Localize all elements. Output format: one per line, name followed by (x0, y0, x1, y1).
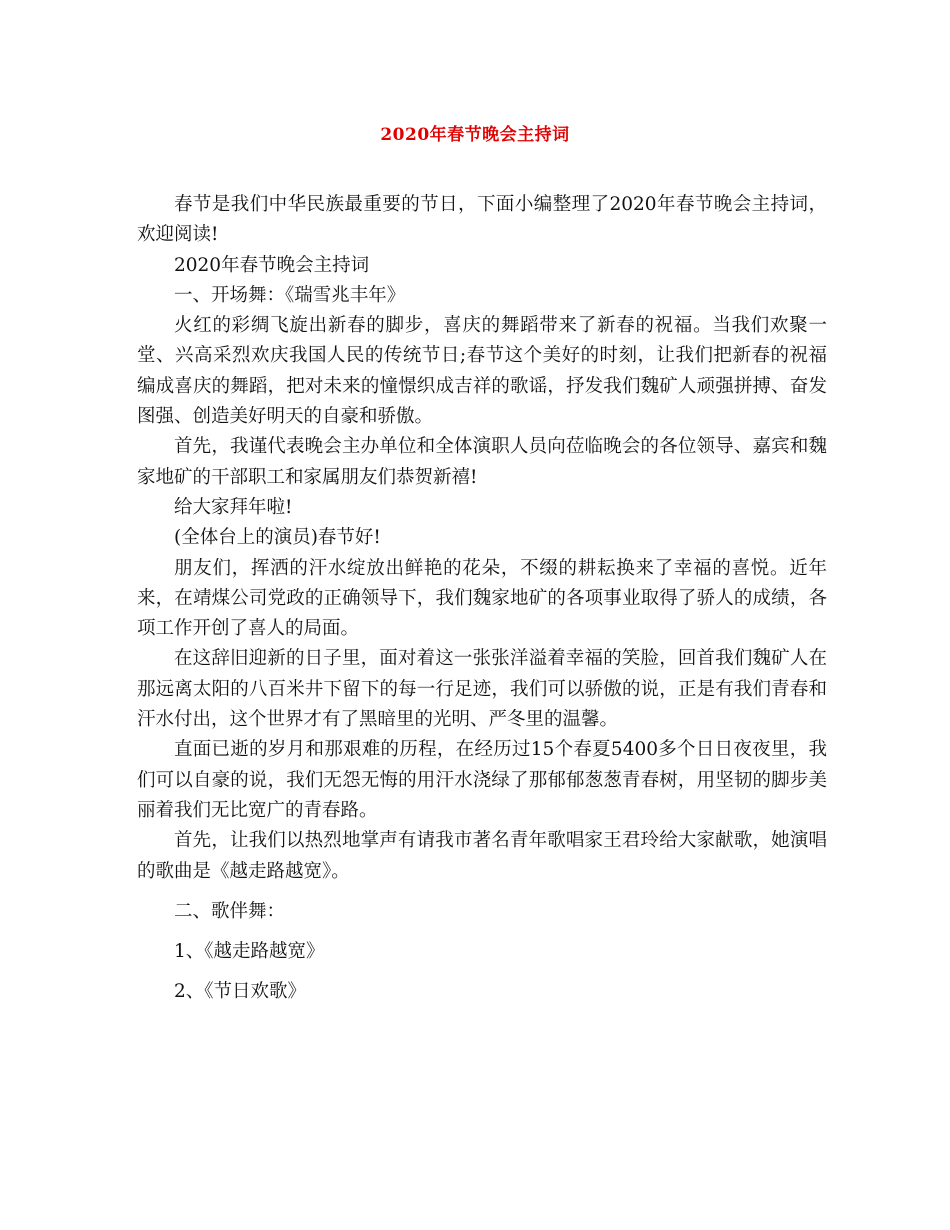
paragraph-gap (137, 887, 827, 897)
paragraph-new-year-wish: 给大家拜年啦! (174, 496, 293, 518)
document-title: 2020年春节晚会主持词 (380, 125, 570, 145)
paragraph-achievements: 朋友们，挥洒的汗水绽放出鲜艳的花朵，不缀的耕耘换来了幸福的喜悦。近年来，在靖煤公司党政的正确领导下，我们魏家地矿的各项事业取得了骄人的成绩，各项工作开创了喜人的局面。 (137, 557, 827, 640)
paragraph-heading: 2020年春节晚会主持词 (174, 254, 370, 276)
paragraph-history: 直面已逝的岁月和那艰难的历程，在经历过15个春夏5400多个日日夜夜里，我们可以自豪的说，我们无怨无悔的用汗水浇绿了那郁郁葱葱青春树，用坚韧的脚步美丽着我们无比宽广的青春路。 (137, 739, 827, 821)
paragraph-reflection: 在这辞旧迎新的日子里，面对着这一张张洋溢着幸福的笑脸，回首我们魏矿人在那远离太阳的八百米井下留下的每一行足迹，我们可以骄傲的说，正是有我们青春和汗水付出，这个世界才有了黑暗里的光明、严冬里的温馨。 (137, 648, 827, 731)
paragraph-song-intro: 首先，让我们以热烈地掌声有请我市著名青年歌唱家王君玲给大家献歌，她演唱的歌曲是《越走路越宽》。 (137, 830, 827, 882)
paragraph-cast-greeting: (全体台上的演员)春节好! (174, 527, 381, 549)
paragraph-greeting: 首先，我谨代表晚会主办单位和全体演职人员向莅临晚会的各位领导、嘉宾和魏家地矿的干部职工和家属朋友们恭贺新禧! (137, 436, 827, 488)
paragraph-opening-dance: 火红的彩绸飞旋出新春的脚步，喜庆的舞蹈带来了新春的祝福。当我们欢聚一堂、兴高采烈欢庆我国人民的传统节日;春节这个美好的时刻，让我们把新春的祝福编成喜庆的舞蹈，把对未来的憧憬织成吉祥的歌谣，抒发我们魏矿人顽强拼搏、奋发图强、创造美好明天的自豪和骄傲。 (137, 315, 827, 428)
paragraph-section-one: 一、开场舞：《瑞雪兆丰年》 (174, 284, 406, 306)
list-item-song-one: 1、《越走路越宽》 (174, 941, 325, 963)
list-item-song-two: 2、《节日欢歌》 (174, 981, 307, 1003)
paragraph-section-two: 二、歌伴舞： (174, 900, 286, 922)
document-body (137, 190, 827, 1008)
paragraph-gap (137, 927, 827, 937)
paragraph-gap (137, 967, 827, 977)
paragraph-intro: 春节是我们中华民族最重要的节日，下面小编整理了2020年春节晚会主持词，欢迎阅读! (137, 194, 827, 246)
